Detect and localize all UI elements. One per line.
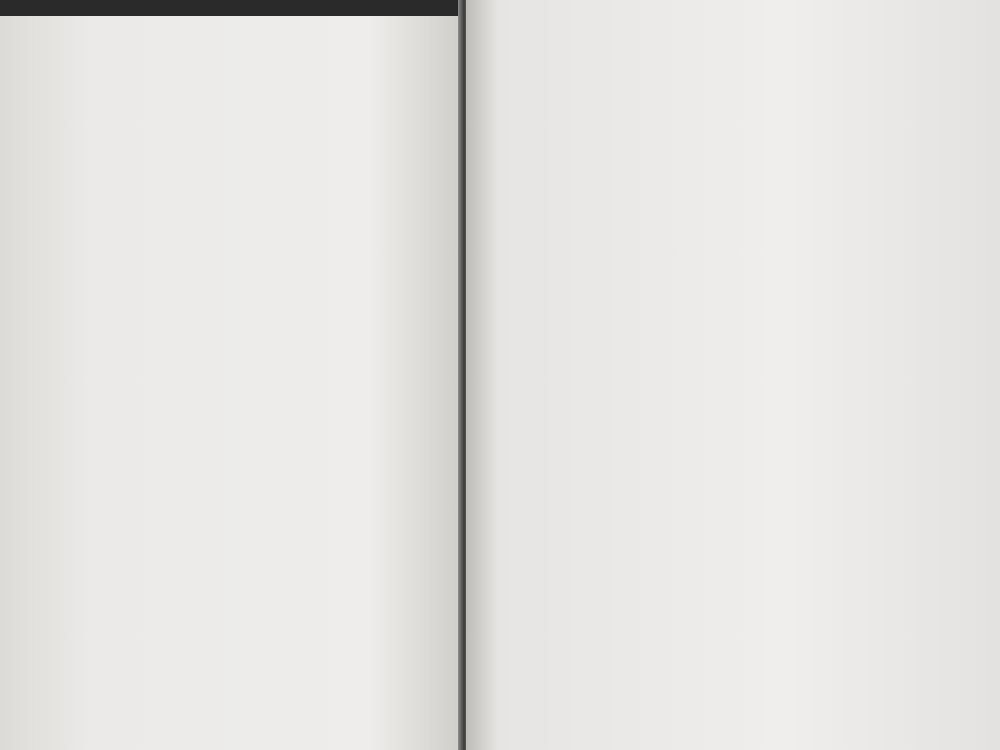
running-header: [0, 0, 462, 16]
right-page: [466, 0, 1000, 750]
left-page: [0, 0, 462, 750]
